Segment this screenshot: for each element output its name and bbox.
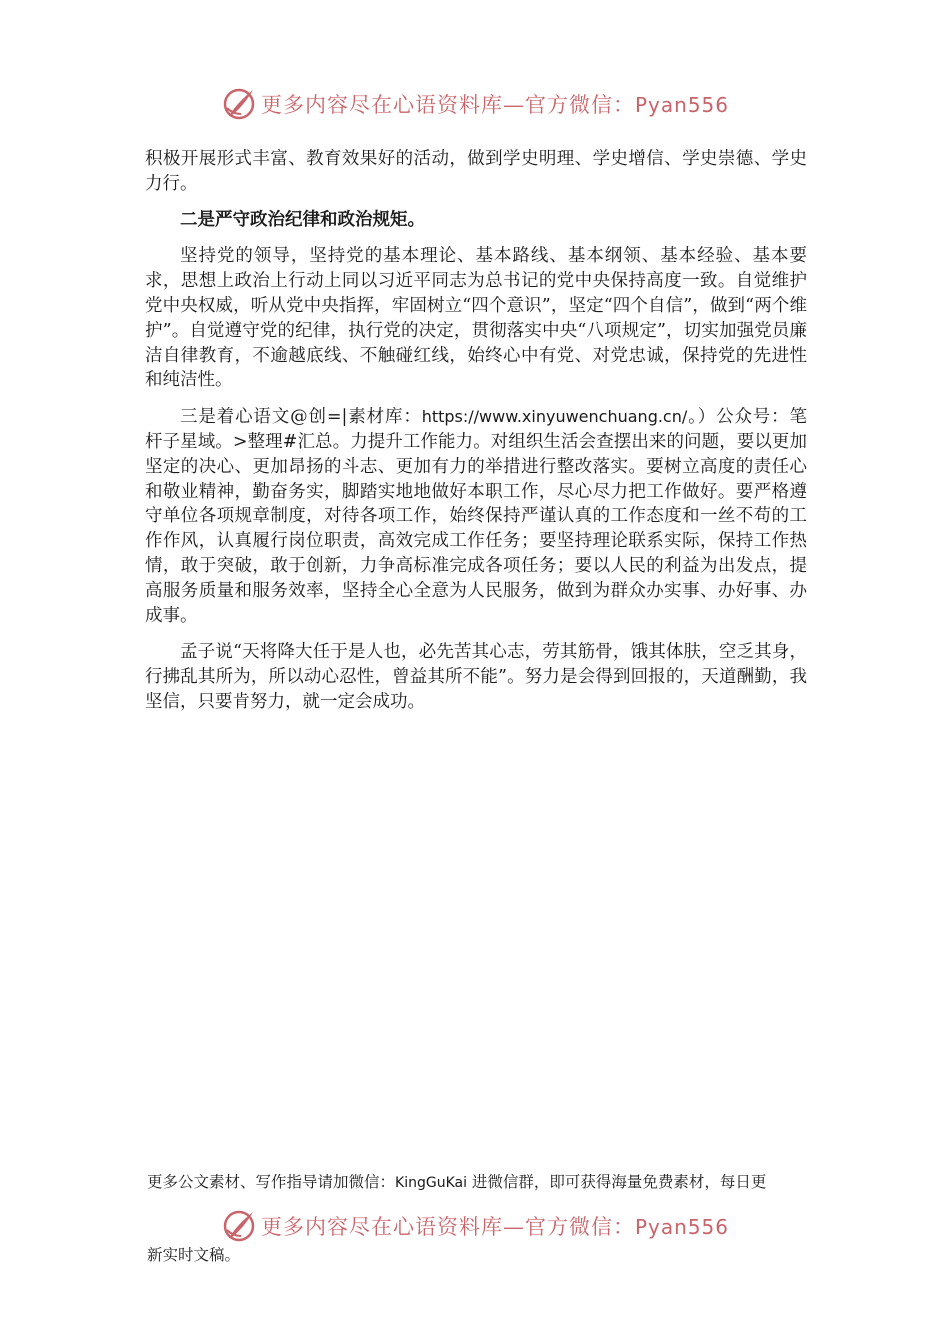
document-body xyxy=(145,147,807,727)
quill-logo-icon xyxy=(221,86,257,122)
paragraph-5: 孟子说“天将降大任于是人也，必先苦其心志，劳其筋骨，饿其体肤，空乏其身，行拂乱其所为，所以动心忍性，曾益其所不能”。努力是会得到回报的，天道酬勤，我坚信，只要肯努力，就一定会成功。 xyxy=(145,642,807,712)
section-heading-2: 二是严守政治纪律和政治规矩。 xyxy=(180,209,425,230)
paragraph-1: 积极开展形式丰富、教育效果好的活动，做到学史明理、学史增信、学史崇德、学史力行。 xyxy=(145,149,807,194)
watermark-banner-bottom xyxy=(0,1206,950,1246)
paragraph-3: 坚持党的领导，坚持党的基本理论、基本路线、基本纲领、基本经验、基本要求，思想上政治上行动上同以习近平同志为总书记的党中央保持高度一致。自觉维护党中央权威，听从党中央指挥，牢固树立“四个意识”，坚定“四个自信”，做到“两个维护”。自觉遵守党的纪律，执行党的决定，贯彻落实中央“八项规定”，切实加强党员廉洁自律教育，不逾越底线、不触碰红线，始终心中有党、对党忠诚，保持党的先进性和纯洁性。 xyxy=(145,246,807,391)
watermark-banner-top xyxy=(0,84,950,124)
footer-note: 更多公文素材、写作指导请加微信：KingGuKai 进微信群，即可获得海量免费素材，每日更 xyxy=(147,1173,767,1191)
paragraph-4: 三是着心语文@创=|素材库：https://www.xinyuwenchuang.cn/。）公众号：笔杆子星域。>整理#汇总。力提升工作能力。对组织生活会查摆出来的问题，要以更加坚定的决心、更加昂扬的斗志、更加有力的举措进行整改落实。要树立高度的责任心和敬业精神，勤奋务实，脚踏实地地做好本职工作，尽心尽力把工作做好。要严格遵守单位各项规章制度，对待各项工作，始终保持严谨认真的工作态度和一丝不苟的工作作风，认真履行岗位职责，高效完成工作任务；要坚持理论联系实际，保持工作热情，敢于突破，敢于创新，力争高标准完成各项任务；要以人民的利益为出发点，提高服务质量和服务效率，坚持全心全意为人民服务，做到为群众办实事、办好事、办成事。 xyxy=(145,407,808,626)
watermark-text: 更多内容尽在心语资料库—官方微信：Pyan556 xyxy=(260,93,729,117)
watermark-text: 更多内容尽在心语资料库—官方微信：Pyan556 xyxy=(260,1215,729,1239)
website-link: https://www.xinyuwenchuang.cn/ xyxy=(421,407,688,427)
quill-logo-icon xyxy=(221,1208,257,1244)
footer-note-tail: 新实时文稿。 xyxy=(147,1246,241,1264)
wechat-id: KingGuKai xyxy=(395,1175,467,1191)
